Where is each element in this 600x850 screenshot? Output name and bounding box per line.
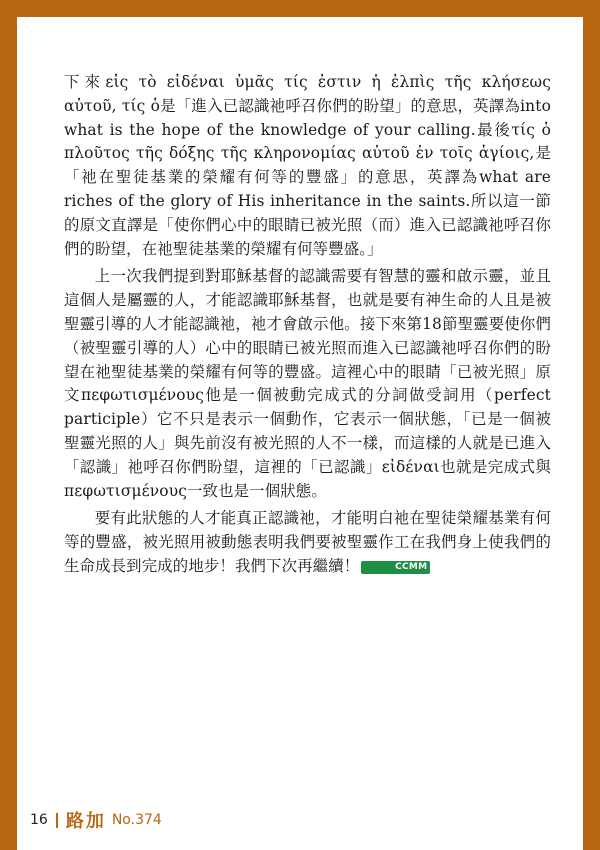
- article-paragraph-2: 上一次我們提到對耶穌基督的認識需要有智慧的靈和啟示靈，並且這個人是屬靈的人，才能認識耶穌基督，也就是要有神生命的人且是被聖靈引導的人才能認識祂，祂才會啟示他。接下來第18節聖靈要使你們（被聖靈引導的人）心中的眼睛已被光照而進入已認識祂呼召你們的盼望在祂聖徒基業的榮耀有何等的豐盛。這裡心中的眼睛「已被光照」原文πεφωτισμένους他是一個被動完成式的分詞做受詞用（perfect participle）它不只是表示一個動作，它表示一個狀態，「已是一個被聖靈光照的人」與先前沒有被光照的人不一樣，而這樣的人就是已進入「認識」祂呼召你們盼望，這裡的「已認識」εἰδέναι也就是完成式與πεφωτισμένους一致也是一個狀態。: [64, 267, 551, 500]
- page-number: 16: [30, 812, 48, 828]
- article-body: [64, 71, 551, 583]
- page-footer: [30, 809, 162, 831]
- article-paragraph-3: [64, 507, 551, 578]
- article-paragraph-3-text: 要有此狀態的人才能真正認識祂，才能明白祂在聖徒榮耀基業有何等的豐盛，被光照用被動態表明我們要被聖靈作工在我們身上使我們的生命成長到完成的地步！我們下次再繼續！: [64, 509, 551, 575]
- issue-number: No.374: [111, 812, 162, 828]
- article-paragraph-1: 下來εἰς τὸ εἰδέναι ὑμᾶς τίς ἐστιν ἡ ἐλπὶς τῆς κλήσεως αὐτοῦ, τίς ὁ是「進入已認識祂呼召你們的盼望」的意思，英譯為into what is the hope of the knowledge of your calling.最後τίς ὁ πλοῦτος τῆς δόξης τῆς κληρονομίας αὐτοῦ ἐν τοῖς ἁγίοις,是「祂在聖徒基業的榮耀有何等的豐盛」的意思，英譯為what are riches of the glory of His inheritance in the saints.所以這一節的原文直譯是「使你們心中的眼睛已被光照（而）進入已認識祂呼召你們的盼望，在祂聖徒基業的榮耀有何等豐盛。」: [64, 73, 551, 258]
- page-frame-right: [583, 0, 600, 850]
- page-frame-top: [0, 0, 600, 17]
- page-frame-left: [0, 0, 17, 850]
- magazine-name: 路加: [65, 811, 106, 832]
- ccmm-end-badge: CCMM: [361, 561, 430, 574]
- footer-divider: [56, 813, 58, 828]
